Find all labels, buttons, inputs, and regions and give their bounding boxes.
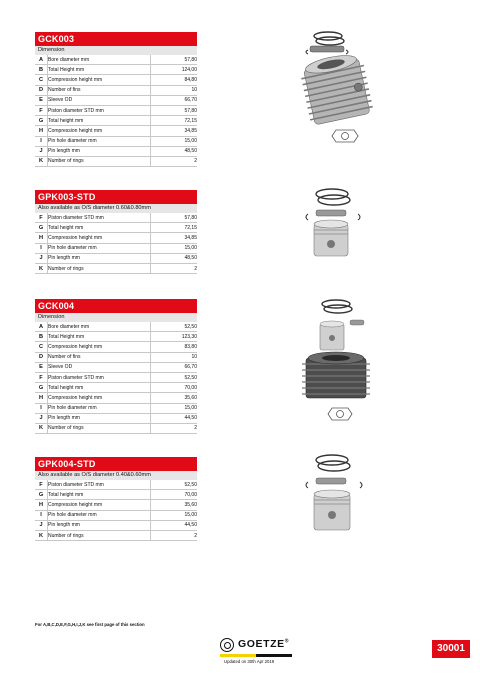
row-label: Pin length mm bbox=[48, 253, 151, 263]
row-label: Pin length mm bbox=[48, 146, 151, 156]
row-label: Compression height mm bbox=[48, 233, 151, 243]
row-value: 2 bbox=[151, 423, 198, 433]
table-row bbox=[35, 243, 197, 253]
spec-table bbox=[35, 55, 197, 167]
row-label: Number of fins bbox=[48, 85, 151, 95]
row-key: I bbox=[35, 510, 48, 520]
row-label: Piston diameter STD mm bbox=[48, 372, 151, 382]
table-row bbox=[35, 85, 197, 95]
row-value: 66,70 bbox=[151, 95, 198, 105]
table-row bbox=[35, 423, 197, 433]
row-label: Number of rings bbox=[48, 263, 151, 273]
table-row bbox=[35, 116, 197, 126]
row-value: 2 bbox=[151, 530, 198, 540]
table-row bbox=[35, 383, 197, 393]
block-subtitle: Also available as O/S diameter 0.60&0.80mm bbox=[35, 204, 197, 213]
row-key: F bbox=[35, 213, 48, 223]
spec-block-gck004 bbox=[35, 299, 197, 434]
row-value: 35,60 bbox=[151, 500, 198, 510]
block-subtitle: Dimension bbox=[35, 313, 197, 322]
row-value: 15,00 bbox=[151, 243, 198, 253]
row-key: C bbox=[35, 342, 48, 352]
spec-table bbox=[35, 480, 197, 541]
row-key: F bbox=[35, 105, 48, 115]
table-row bbox=[35, 95, 197, 105]
row-value: 34,85 bbox=[151, 126, 198, 136]
row-value: 124,00 bbox=[151, 65, 198, 75]
row-label: Number of rings bbox=[48, 156, 151, 166]
table-row bbox=[35, 65, 197, 75]
row-value: 57,80 bbox=[151, 105, 198, 115]
row-value: 72,15 bbox=[151, 116, 198, 126]
row-value: 52,50 bbox=[151, 322, 198, 332]
piston-kit-image bbox=[300, 452, 370, 540]
row-label: Pin hole diameter mm bbox=[48, 403, 151, 413]
row-value: 72,15 bbox=[151, 223, 198, 233]
row-key: F bbox=[35, 372, 48, 382]
row-value: 48,50 bbox=[151, 146, 198, 156]
row-value: 34,85 bbox=[151, 233, 198, 243]
row-key: I bbox=[35, 243, 48, 253]
row-value: 57,80 bbox=[151, 213, 198, 223]
row-key: H bbox=[35, 500, 48, 510]
table-row bbox=[35, 403, 197, 413]
row-key: G bbox=[35, 490, 48, 500]
spec-block-gpk004-std bbox=[35, 457, 197, 541]
row-label: Total height mm bbox=[48, 490, 151, 500]
row-key: A bbox=[35, 322, 48, 332]
table-row bbox=[35, 136, 197, 146]
table-row bbox=[35, 253, 197, 263]
row-key: I bbox=[35, 136, 48, 146]
spec-block-gck003 bbox=[35, 32, 197, 167]
row-key: B bbox=[35, 65, 48, 75]
row-key: G bbox=[35, 383, 48, 393]
row-value: 48,50 bbox=[151, 253, 198, 263]
row-key: H bbox=[35, 233, 48, 243]
row-key: B bbox=[35, 332, 48, 342]
table-row bbox=[35, 332, 197, 342]
table-row bbox=[35, 342, 197, 352]
row-key: K bbox=[35, 423, 48, 433]
row-label: Pin hole diameter mm bbox=[48, 243, 151, 253]
table-row bbox=[35, 322, 197, 332]
row-value: 2 bbox=[151, 156, 198, 166]
row-value: 10 bbox=[151, 352, 198, 362]
row-key: I bbox=[35, 403, 48, 413]
table-row bbox=[35, 393, 197, 403]
row-label: Pin length mm bbox=[48, 520, 151, 530]
row-label: Number of rings bbox=[48, 530, 151, 540]
spec-table bbox=[35, 213, 197, 274]
row-key: G bbox=[35, 116, 48, 126]
row-label: Sleeve OD bbox=[48, 362, 151, 372]
row-label: Total height mm bbox=[48, 223, 151, 233]
row-label: Total Height mm bbox=[48, 65, 151, 75]
table-row bbox=[35, 156, 197, 166]
block-subtitle: Also available as O/S diameter 0.40&0.60mm bbox=[35, 471, 197, 480]
row-value: 70,00 bbox=[151, 383, 198, 393]
table-row bbox=[35, 413, 197, 423]
row-label: Compression height mm bbox=[48, 393, 151, 403]
block-title: GCK003 bbox=[35, 32, 197, 46]
row-label: Compression height mm bbox=[48, 75, 151, 85]
row-value: 10 bbox=[151, 85, 198, 95]
row-key: D bbox=[35, 352, 48, 362]
row-label: Total height mm bbox=[48, 383, 151, 393]
piston-kit-image bbox=[300, 186, 370, 266]
table-row bbox=[35, 233, 197, 243]
row-label: Piston diameter STD mm bbox=[48, 213, 151, 223]
table-row bbox=[35, 520, 197, 530]
table-row bbox=[35, 105, 197, 115]
brand-name: GOETZE® bbox=[238, 638, 290, 650]
row-value: 57,80 bbox=[151, 55, 198, 65]
row-label: Number of rings bbox=[48, 423, 151, 433]
row-label: Compression height mm bbox=[48, 500, 151, 510]
table-row bbox=[35, 55, 197, 65]
row-key: F bbox=[35, 480, 48, 490]
row-value: 52,50 bbox=[151, 480, 198, 490]
row-key: K bbox=[35, 263, 48, 273]
block-subtitle: Dimension bbox=[35, 46, 197, 55]
table-row bbox=[35, 362, 197, 372]
cylinder-kit-image bbox=[292, 296, 376, 426]
spec-block-gpk003-std bbox=[35, 190, 197, 274]
row-label: Total height mm bbox=[48, 116, 151, 126]
block-title: GPK004-STD bbox=[35, 457, 197, 471]
row-label: Bore diameter mm bbox=[48, 55, 151, 65]
table-row bbox=[35, 530, 197, 540]
row-value: 44,50 bbox=[151, 520, 198, 530]
row-label: Compression height mm bbox=[48, 342, 151, 352]
block-title: GCK004 bbox=[35, 299, 197, 313]
row-value: 15,00 bbox=[151, 136, 198, 146]
row-label: Compression height mm bbox=[48, 126, 151, 136]
goetze-logo-icon bbox=[220, 638, 234, 652]
cylinder-kit-image bbox=[288, 28, 378, 148]
row-value: 35,60 bbox=[151, 393, 198, 403]
table-row bbox=[35, 146, 197, 156]
row-value: 52,50 bbox=[151, 372, 198, 382]
row-key: J bbox=[35, 413, 48, 423]
block-title: GPK003-STD bbox=[35, 190, 197, 204]
table-row bbox=[35, 126, 197, 136]
row-key: K bbox=[35, 156, 48, 166]
row-value: 44,50 bbox=[151, 413, 198, 423]
row-label: Pin hole diameter mm bbox=[48, 510, 151, 520]
row-key: J bbox=[35, 253, 48, 263]
row-key: C bbox=[35, 75, 48, 85]
row-label: Pin length mm bbox=[48, 413, 151, 423]
row-value: 15,00 bbox=[151, 510, 198, 520]
row-key: J bbox=[35, 520, 48, 530]
table-row bbox=[35, 480, 197, 490]
row-value: 2 bbox=[151, 263, 198, 273]
row-label: Bore diameter mm bbox=[48, 322, 151, 332]
table-row bbox=[35, 223, 197, 233]
row-value: 84,80 bbox=[151, 75, 198, 85]
brand-color-bar bbox=[220, 654, 292, 657]
table-row bbox=[35, 263, 197, 273]
updated-date: Updated on 30th Apr 2019 bbox=[224, 659, 275, 664]
table-row bbox=[35, 213, 197, 223]
row-value: 83,80 bbox=[151, 342, 198, 352]
row-label: Total Height mm bbox=[48, 332, 151, 342]
row-value: 15,00 bbox=[151, 403, 198, 413]
table-row bbox=[35, 500, 197, 510]
row-key: E bbox=[35, 95, 48, 105]
row-key: G bbox=[35, 223, 48, 233]
table-row bbox=[35, 352, 197, 362]
footnote: For A,B,C,D,E,F,G,H,I,J,K see first page of this section bbox=[35, 622, 145, 627]
row-label: Pin hole diameter mm bbox=[48, 136, 151, 146]
row-label: Piston diameter STD mm bbox=[48, 480, 151, 490]
table-row bbox=[35, 372, 197, 382]
page-number: 30001 bbox=[432, 640, 470, 658]
row-label: Sleeve OD bbox=[48, 95, 151, 105]
table-row bbox=[35, 510, 197, 520]
row-value: 66,70 bbox=[151, 362, 198, 372]
table-row bbox=[35, 75, 197, 85]
row-key: H bbox=[35, 393, 48, 403]
goetze-logo bbox=[220, 637, 300, 657]
row-key: A bbox=[35, 55, 48, 65]
row-label: Number of fins bbox=[48, 352, 151, 362]
row-key: D bbox=[35, 85, 48, 95]
row-key: H bbox=[35, 126, 48, 136]
row-key: J bbox=[35, 146, 48, 156]
row-label: Piston diameter STD mm bbox=[48, 105, 151, 115]
spec-table bbox=[35, 322, 197, 434]
row-value: 70,00 bbox=[151, 490, 198, 500]
row-key: K bbox=[35, 530, 48, 540]
row-value: 123,30 bbox=[151, 332, 198, 342]
table-row bbox=[35, 490, 197, 500]
row-key: E bbox=[35, 362, 48, 372]
